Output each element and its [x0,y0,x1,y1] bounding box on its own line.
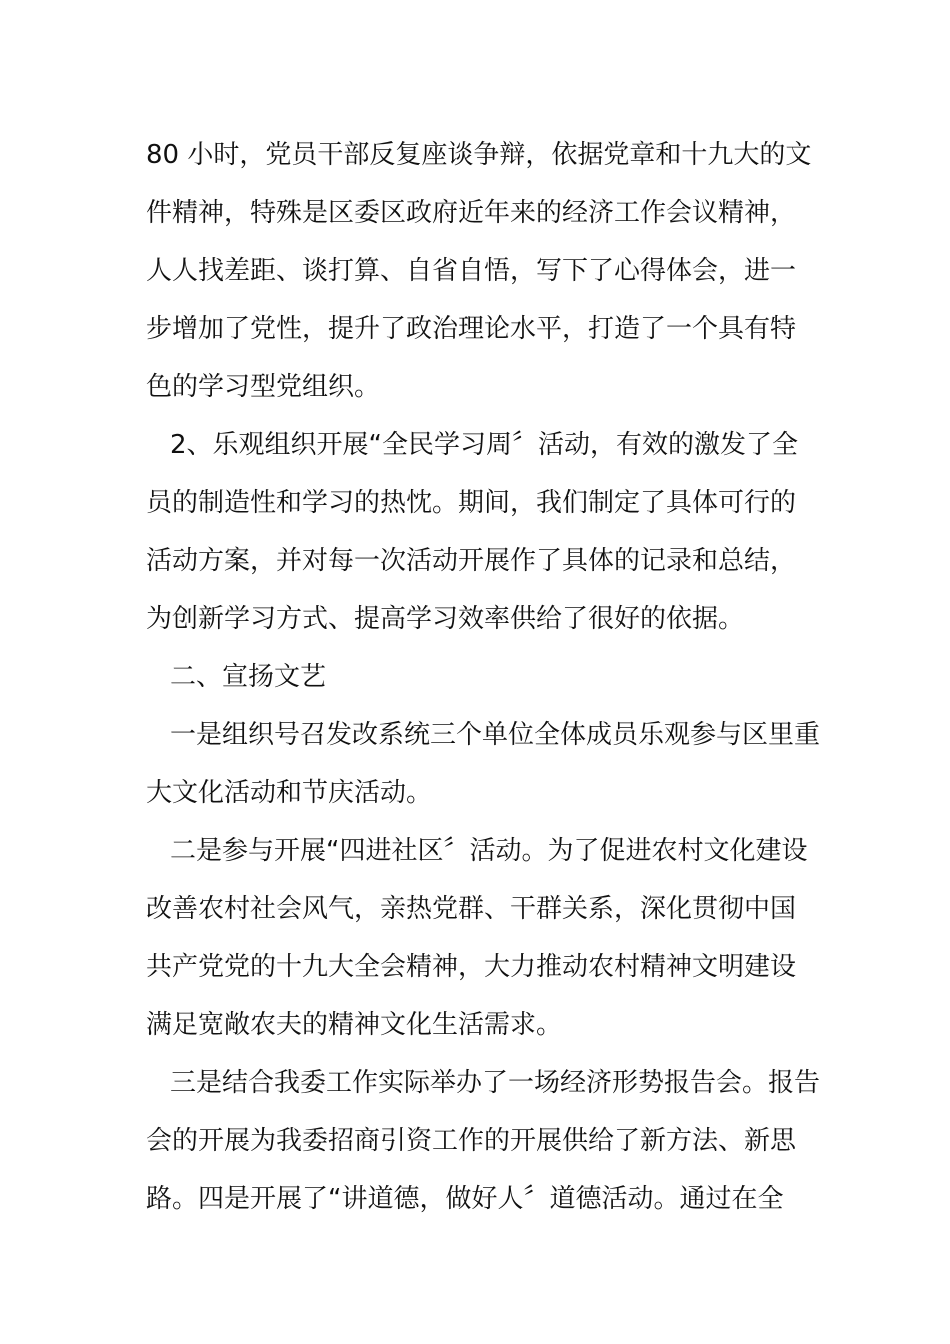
text-line: 活动方案，并对每一次活动开展作了具体的记录和总结， [146,546,797,576]
text-line: 步增加了党性，提升了政治理论水平，打造了一个具有特 [146,314,797,344]
paragraph-study-week [146,416,808,648]
text-line: 员的制造性和学习的热忱。期间，我们制定了具体可行的 [146,488,797,518]
text-line: 件精神，特殊是区委区政府近年来的经济工作会议精神， [146,198,797,228]
text-line: 三是结合我委工作实际举办了一场经济形势报告会。报告 [170,1068,821,1098]
text-line: 2、乐观组织开展“全民学习周〞活动，有效的激发了全 [170,430,799,460]
text-line: 为创新学习方式、提高学习效率供给了很好的依据。 [146,604,745,634]
paragraph-culture-activities [146,706,821,822]
paragraph-economic-report [146,1054,821,1228]
text-line: 人人找差距、谈打算、自省自悟，写下了心得体会，进一 [146,256,797,286]
text-line: 路。四是开展了“讲道德，做好人〞道德活动。通过在全 [146,1184,784,1214]
paragraph-study-summary [146,126,812,416]
text-line: 满足宽敞农夫的精神文化生活需求。 [146,1010,563,1040]
text-line: 二是参与开展“四进社区〞活动。为了促进农村文化建设 [170,836,808,866]
text-line: 色的学习型党组织。 [146,372,381,402]
document-body [146,126,821,1228]
text-line: 大文化活动和节庆活动。 [146,778,433,808]
text-line: 二、宣扬文艺 [170,662,327,692]
paragraph-community-activity [146,822,808,1054]
text-line: 会的开展为我委招商引资工作的开展供给了新方法、新思 [146,1126,797,1156]
text-line: 80 小时，党员干部反复座谈争辩，依据党章和十九大的文 [146,140,812,170]
section-heading-culture [146,648,808,706]
text-line: 一是组织号召发改系统三个单位全体成员乐观参与区里重 [170,720,821,750]
text-line: 改善农村社会风气，亲热党群、干群关系，深化贯彻中国 [146,894,797,924]
text-line: 共产党党的十九大全会精神，大力推动农村精神文明建设 [146,952,797,982]
